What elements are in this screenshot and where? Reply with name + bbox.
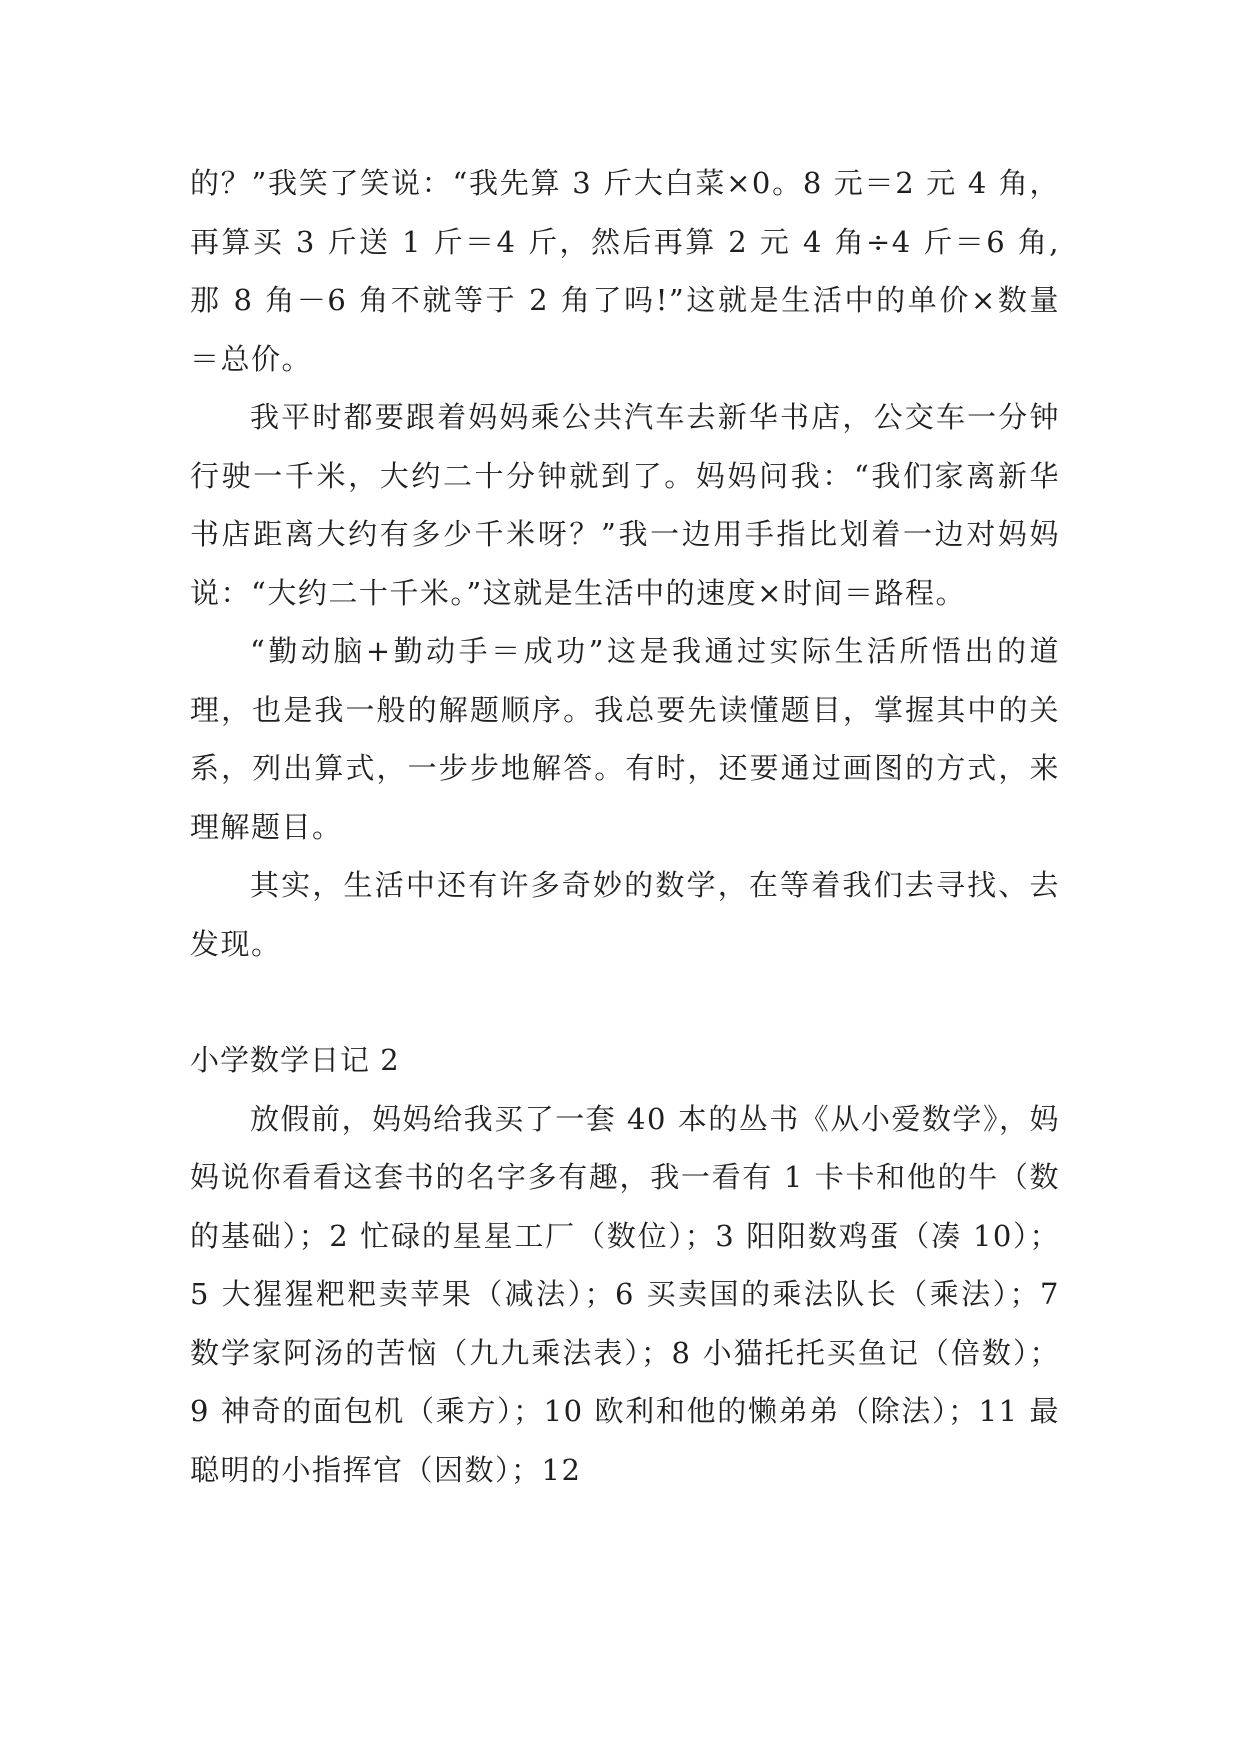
section-spacer — [190, 973, 1060, 1031]
document-body — [190, 154, 1060, 1499]
section-heading: 小学数学日记 2 — [190, 1043, 400, 1077]
paragraph-4: 其实，生活中还有许多奇妙的数学，在等着我们去寻找、去发现。 — [190, 868, 1060, 961]
paragraph-1: 的？”我笑了笑说：“我先算 3 斤大白菜×0。8 元＝2 元 4 角，再算买 3 斤送 1 斤＝4 斤，然后再算 2 元 4 角÷4 斤＝6 角,那 8 角－6 角不就等于 2 角了吗!”这就是生活中的单价×数量＝总价。 — [190, 166, 1060, 376]
paragraph-2: 我平时都要跟着妈妈乘公共汽车去新华书店，公交车一分钟行驶一千米，大约二十分钟就到了。妈妈问我：“我们家离新华书店距离大约有多少千米呀？”我一边用手指比划着一边对妈妈说：“大约二十千米。”这就是生活中的速度×时间＝路程。 — [190, 400, 1060, 610]
paragraph-5: 放假前，妈妈给我买了一套 40 本的丛书《从小爱数学》，妈妈说你看看这套书的名字多有趣，我一看有 1 卡卡和他的牛（数的基础）；2 忙碌的星星工厂（数位）；3 阳阳数鸡蛋（凑 10）；5 大猩猩粑粑卖苹果（减法）；6 买卖国的乘法队长（乘法）；7 数学家阿汤的苦恼（九九乘法表）；8 小猫托托买鱼记（倍数）；9 神奇的面包机（乘方）；10 欧利和他的懒弟弟（除法）；11 最聪明的小指挥官（因数）；12 — [190, 1101, 1060, 1487]
paragraph-3: “勤动脑+勤动手＝成功”这是我通过实际生活所悟出的道理，也是我一般的解题顺序。我总要先读懂题目，掌握其中的关系，列出算式，一步步地解答。有时，还要通过画图的方式，来理解题目。 — [190, 634, 1060, 844]
